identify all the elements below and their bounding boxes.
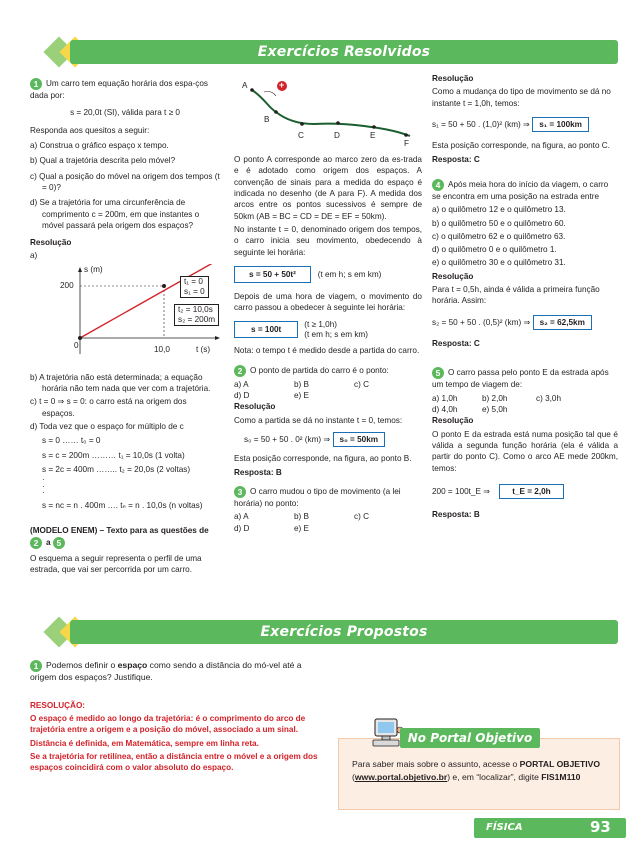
column-1	[30, 78, 220, 577]
option-a: a) A	[234, 379, 249, 389]
q2-equation: s₀ = 50 + 50 . 0² (km) ⇒ s₀ = 50km	[244, 432, 422, 447]
resolution-a: a)	[30, 251, 38, 261]
label-D: D	[334, 131, 340, 140]
item-a: a) Construa o gráfico espaço x tempo.	[30, 140, 169, 150]
prompt: Responda aos quesitos a seguir:	[30, 125, 150, 135]
q5-equation: 200 = 100t_E ⇒ t_E = 2,0h	[432, 484, 618, 499]
option-a: a) 1,0h	[432, 393, 458, 403]
resolution-label: Resolução	[30, 238, 72, 248]
point-E	[372, 125, 376, 129]
question-2: 2 O ponto de partida do carro é o ponto:	[234, 365, 422, 377]
y-label: s (m)	[84, 264, 103, 274]
equation-1-row	[234, 266, 422, 283]
q4-equation: s₂ = 50 + 50 . (0,5)² (km) ⇒ s₂ = 62,5km	[432, 315, 618, 330]
q5-answer: Resposta: B	[432, 510, 480, 520]
option-d: d) D	[234, 523, 250, 533]
q4-option-b: b) o quilômetro 50 e o quilômetro 60.	[432, 218, 566, 228]
r1-text: Como a mudança do tipo de movimento se dá no instante t = 1,0h, temos:	[432, 87, 611, 108]
plus-sign: +	[279, 80, 285, 90]
resolution-line-3: Se a trajetória for retilínea, então a distância entre o móvel e a origem dos espaços coincidirá com o valor absoluto do espaço.	[30, 752, 318, 773]
resolution-d3: s = 2c = 400m …….. t₂ = 20,0s (2 voltas)	[42, 464, 191, 474]
paragraph-2: No instante t = 0, denominado origem dos tempos, o carro inicia seu movimento, obedecendo à seguinte lei horária:	[234, 224, 422, 257]
resolution-title: RESOLUÇÃO:	[30, 700, 86, 710]
graph-space-time	[30, 264, 220, 364]
option-d: d) D	[234, 391, 250, 401]
question-1: 1 Um carro tem equação horária dos espa-ços dada por:	[30, 79, 209, 100]
question-3: 3 O carro mudou o tipo de movimento (a lei horária) no ponto:	[234, 486, 401, 508]
q4-option-e: e) o quilômetro 30 e o quilômetro 31.	[432, 258, 566, 268]
x-label: t (s)	[196, 344, 211, 354]
note: Nota: o tempo t é medido desde a partida do carro.	[234, 346, 420, 356]
x-tick-0: 0	[74, 340, 79, 350]
item-b: b) Qual a trajetória descrita pelo móvel?	[30, 156, 176, 166]
point-B	[274, 110, 278, 114]
resolution-b: b) A trajetória não está determinada; a equação horária não tem nada que ver com a trajetória.	[30, 372, 211, 394]
q5-resolution-label: Resolução	[432, 416, 474, 426]
point-origin	[78, 336, 82, 340]
q4-option-d: d) o quilômetro 0 e o quilômetro 1.	[432, 245, 557, 255]
question-5: 5 O carro passa pelo ponto E da estrada após um tempo de viagem de:	[432, 368, 609, 390]
option-c: c) C	[354, 512, 370, 522]
x-tick-10: 10,0	[154, 344, 170, 354]
proposed-section	[30, 660, 322, 776]
equation-2-box: s = 100t	[234, 321, 298, 338]
resolution-line-1: O espaço é medido ao longo da trajetória: é o comprimento do arco de trajetória entre a origem e a posição do móvel, associado a um sinal.	[30, 714, 306, 735]
enem-title: (MODELO ENEM) – Texto para as questões de 2 a 5	[30, 526, 209, 548]
option-e: e) E	[294, 523, 310, 533]
option-e: e) E	[294, 391, 310, 401]
question-4: 4 Após meia hora do início da viagem, o carro se encontra em uma posição na estrada entre	[432, 179, 609, 201]
banner-title: Exercícios Propostos	[260, 624, 428, 640]
q4-option-c: c) o quilômetro 62 e o quilômetro 63.	[432, 231, 566, 241]
item-c: c) Qual a posição do móvel na origem dos tempos (t = 0)?	[30, 171, 220, 192]
page-number: 93	[590, 818, 611, 836]
equation-1-box: s = 50 + 50t²	[234, 266, 311, 283]
resolution-d: d) Toda vez que o espaço for múltiplo de c	[30, 422, 184, 431]
option-c: c) 3,0h	[536, 393, 562, 403]
resolution-line-2: Distância é definida, em Matemática, sempre em linha reta.	[30, 738, 259, 748]
point-F	[404, 133, 408, 137]
equation: s = 20,0t (SI), válida para t ≥ 0	[70, 108, 180, 118]
point-A	[250, 88, 254, 92]
q2-conclusion: Esta posição corresponde, na figura, ao ponto B.	[234, 454, 412, 464]
resolution-d4: s = nc = n . 400m …. tₙ = n . 10,0s (n voltas)	[42, 500, 203, 510]
r1-conclusion: Esta posição corresponde, na figura, ao ponto C.	[432, 141, 610, 151]
column-3	[432, 73, 618, 522]
direction-arrow	[264, 92, 276, 97]
q2-resolution: Como a partida se dá no instante t = 0, temos:	[234, 415, 403, 425]
option-e: e) 5,0h	[482, 404, 508, 414]
q4-option-a: a) o quilômetro 12 e o quilômetro 13.	[432, 205, 566, 215]
q2-answer: Resposta: B	[234, 467, 282, 477]
y-tick-200: 200	[60, 280, 74, 290]
option-d: d) 4,0h	[432, 404, 458, 414]
proposed-question-1: 1 Podemos definir o espaço como sendo a distância do mó-vel até a origem dos espaços? Justifique.	[30, 660, 302, 682]
option-c: c) C	[354, 379, 370, 389]
label-B: B	[264, 115, 270, 124]
q4-resolution: Para t = 0,5h, ainda é válida a primeira função horária. Assim:	[432, 285, 600, 306]
equation-2-row	[234, 320, 422, 340]
portal-text: Para saber mais sobre o assunto, acesse o PORTAL OBJETIVO (www.portal.objetivo.br) e, em “localizar”, digite FIS1M110	[352, 759, 601, 783]
resolution-d1: s = 0 …… t₀ = 0	[42, 436, 101, 446]
road-svg	[234, 78, 422, 152]
option-b: b) B	[294, 379, 310, 389]
question-2-options	[234, 379, 422, 402]
enem-text: O esquema a seguir representa o perfil de uma estrada, que vai ser percorrida por um carro.	[30, 553, 202, 574]
portal-title: No Portal Objetivo	[400, 728, 540, 748]
label-A: A	[242, 81, 248, 90]
resolution-d2: s = c = 200m ……… t₁ = 10,0s (1 volta)	[42, 450, 185, 460]
option-b: b) B	[294, 512, 310, 522]
label-box-1: t₁ = 0 s₁ = 0	[180, 276, 209, 299]
resolution-label: Resolução	[432, 74, 474, 83]
point-D	[336, 121, 340, 125]
option-a: a) A	[234, 512, 249, 522]
point-C	[300, 122, 304, 126]
q4-resolution-label: Resolução	[432, 271, 474, 281]
label-C: C	[298, 131, 304, 140]
q5-resolution: O ponto E da estrada está numa posição tal que é válida a segunda função horária (ela é válida a partir do ponto C). Como o arco AE mede 200km, temos:	[432, 429, 618, 473]
x-axis-arrow	[215, 336, 220, 340]
banner-exercicios-resolvidos	[70, 40, 618, 64]
point-2	[162, 284, 166, 288]
proposed-resolution	[30, 700, 322, 774]
r1-equation: s₁ = 50 + 50 . (1,0)² (km) ⇒ s₁ = 100km	[432, 117, 618, 132]
banner-exercicios-propostos	[70, 620, 618, 644]
question-3-options	[234, 511, 422, 534]
portal-link[interactable]: www.portal.objetivo.br	[354, 772, 448, 783]
resolution-c: c) t = 0 ⇒ s = 0: o carro está na origem dos espaços.	[30, 397, 187, 418]
computer-icon	[370, 716, 404, 750]
r1-answer: Resposta: C	[432, 154, 480, 164]
computer-icon-svg	[370, 716, 404, 750]
column-2	[234, 78, 422, 534]
option-b: b) 2,0h	[482, 393, 508, 403]
label-E: E	[370, 131, 376, 140]
resolution-label: Resolução	[234, 402, 276, 412]
label-F: F	[404, 139, 410, 148]
y-axis-arrow	[78, 267, 82, 272]
question-number: 1	[30, 78, 42, 90]
road-diagram	[234, 78, 422, 152]
footer-subject: FÍSICA	[486, 822, 523, 833]
equation-1-note: (t em h; s em km)	[317, 269, 382, 279]
question-5-options	[432, 393, 618, 416]
paragraph-3: Depois de uma hora de viagem, o movimento do carro passou a obedecer à seguinte lei horária:	[234, 292, 422, 313]
paragraph-1: O ponto A corresponde ao marco zero da es-trada e é adotado como origem dos espaços. A convenção de sinais para a medida do espaço é indicada no desenho (de A para F). A medida dos arcos entre os pontos sucessivos é sempre de 50km (AB = BC = CD = DE = EF = 50km).	[234, 155, 422, 221]
banner-title: Exercícios Resolvidos	[257, 44, 431, 60]
label-box-2: t₂ = 10,0s s₂ = 200m	[174, 304, 219, 327]
q4-answer: Resposta: C	[432, 339, 480, 348]
equation-2-notes: (t ≥ 1,0h) (t em h; s em km)	[304, 319, 368, 339]
ellipsis: · · ·	[42, 475, 45, 498]
item-d: d) Se a trajetória for uma circunferência de comprimento c = 200m, em que instantes o móvel passará pela origem dos espaços?	[30, 198, 200, 230]
